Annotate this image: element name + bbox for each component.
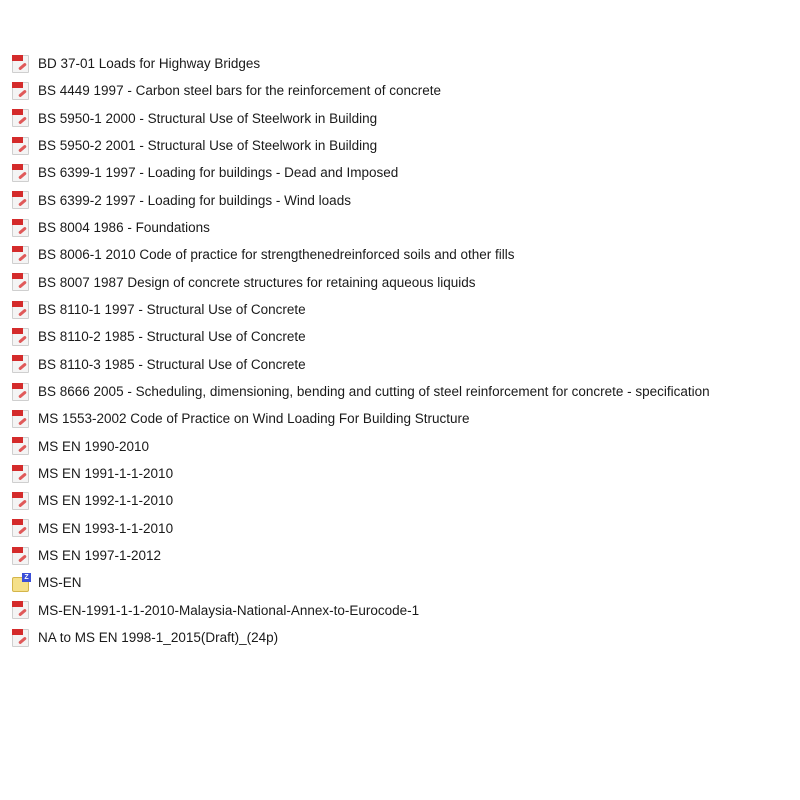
pdf-file-icon: [12, 301, 29, 319]
file-name: BS 8666 2005 - Scheduling, dimensioning, bending and cutting of steel reinforcement for concrete - specification: [38, 384, 710, 400]
file-name: BS 8110-3 1985 - Structural Use of Concrete: [38, 356, 306, 372]
file-list-item[interactable]: [12, 433, 798, 460]
file-name: BS 8007 1987 Design of concrete structures for retaining aqueous liquids: [38, 274, 476, 290]
pdf-file-icon: [12, 164, 29, 182]
pdf-file-icon: [12, 465, 29, 483]
pdf-file-icon: [12, 492, 29, 510]
file-list-item[interactable]: [12, 50, 798, 77]
pdf-file-icon: [12, 219, 29, 237]
file-name: BS 6399-1 1997 - Loading for buildings - Dead and Imposed: [38, 165, 399, 181]
file-list-item[interactable]: [12, 378, 798, 405]
pdf-file-icon: [12, 328, 29, 346]
pdf-file-icon: [12, 137, 29, 155]
file-name: BS 8004 1986 - Foundations: [38, 220, 210, 236]
pdf-file-icon: [12, 191, 29, 209]
file-name: NA to MS EN 1998-1_2015(Draft)_(24p): [38, 630, 279, 646]
file-list-item[interactable]: [12, 323, 798, 350]
file-name: MS EN 1997-1-2012: [38, 548, 162, 564]
zip-folder-icon: [12, 577, 29, 592]
file-name: BS 8110-2 1985 - Structural Use of Concrete: [38, 329, 306, 345]
file-list-item[interactable]: [12, 159, 798, 186]
file-list-item[interactable]: [12, 105, 798, 132]
file-name: MS-EN-1991-1-1-2010-Malaysia-National-Annex-to-Eurocode-1: [38, 602, 420, 618]
pdf-file-icon: [12, 629, 29, 647]
pdf-file-icon: [12, 246, 29, 264]
file-list-item[interactable]: [12, 269, 798, 296]
file-name: MS EN 1991-1-1-2010: [38, 466, 174, 482]
pdf-file-icon: [12, 82, 29, 100]
file-name: MS EN 1992-1-1-2010: [38, 493, 174, 509]
file-name: BS 5950-2 2001 - Structural Use of Steelwork in Building: [38, 138, 378, 154]
file-name: BS 8110-1 1997 - Structural Use of Concrete: [38, 302, 306, 318]
pdf-file-icon: [12, 273, 29, 291]
file-list-item[interactable]: [12, 132, 798, 159]
file-name: BD 37-01 Loads for Highway Bridges: [38, 56, 261, 72]
file-list-item[interactable]: [12, 214, 798, 241]
file-list-item[interactable]: [12, 460, 798, 487]
file-list-item[interactable]: [12, 542, 798, 569]
file-list-item[interactable]: [12, 241, 798, 268]
pdf-file-icon: [12, 437, 29, 455]
pdf-file-icon: [12, 383, 29, 401]
file-list-item[interactable]: [12, 77, 798, 104]
pdf-file-icon: [12, 355, 29, 373]
pdf-file-icon: [12, 547, 29, 565]
file-name: BS 6399-2 1997 - Loading for buildings - Wind loads: [38, 192, 351, 208]
file-list-item[interactable]: [12, 515, 798, 542]
file-list: [12, 50, 798, 651]
file-list-item[interactable]: [12, 187, 798, 214]
file-name: BS 5950-1 2000 - Structural Use of Steelwork in Building: [38, 110, 378, 126]
pdf-file-icon: [12, 109, 29, 127]
file-list-item[interactable]: [12, 624, 798, 651]
file-name: MS EN 1993-1-1-2010: [38, 520, 174, 536]
file-name: MS-EN: [38, 575, 82, 591]
file-name: MS 1553-2002 Code of Practice on Wind Loading For Building Structure: [38, 411, 470, 427]
file-name: BS 4449 1997 - Carbon steel bars for the reinforcement of concrete: [38, 83, 441, 99]
pdf-file-icon: [12, 410, 29, 428]
file-list-item[interactable]: [12, 569, 798, 596]
pdf-file-icon: [12, 601, 29, 619]
file-list-item[interactable]: [12, 351, 798, 378]
file-list-item[interactable]: [12, 597, 798, 624]
file-list-item[interactable]: [12, 487, 798, 514]
file-list-item[interactable]: [12, 405, 798, 432]
file-name: MS EN 1990-2010: [38, 438, 150, 454]
pdf-file-icon: [12, 55, 29, 73]
pdf-file-icon: [12, 519, 29, 537]
file-name: BS 8006-1 2010 Code of practice for strengthenedreinforced soils and other fills: [38, 247, 515, 263]
file-list-item[interactable]: [12, 296, 798, 323]
